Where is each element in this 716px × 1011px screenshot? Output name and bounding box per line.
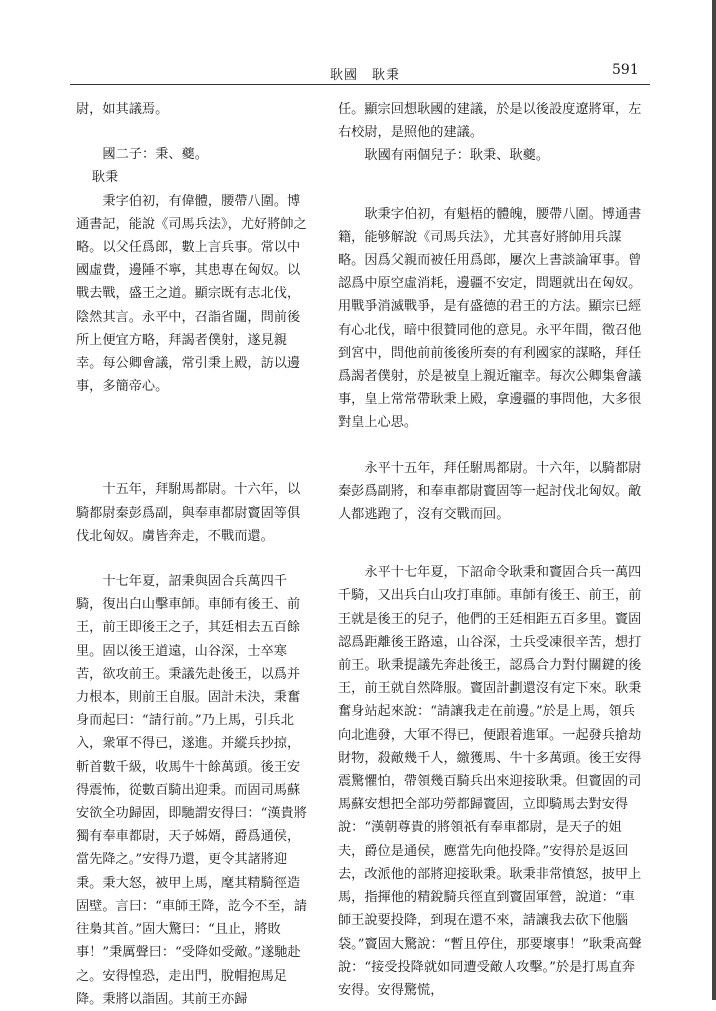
spacer [76,548,310,570]
header-rule [70,84,650,85]
spacer [338,526,644,561]
running-header-title: 耿國 耿秉 [330,68,401,83]
right-paragraph-5: 永平十七年夏，下詔命令耿秉和竇固合兵一萬四千騎，又出兵白山攻打車師。車師有後王、前王，前王就是後王的兒子，他們的王廷相距五百多里。竇固認爲距離後王路遠，山谷深，士兵受凍很辛苦，想打前王。耿秉提議先奔赴後王，認爲合力對付關鍵的後王，前王就自然降服。竇固計劃還沒有定下來。耿秉奮身站起來說：“請讓我走在前邊。”於是上馬，領兵向北進發，大軍不得已，便跟着進軍。一起發兵搶劫財物，殺敵幾千人，繳獲馬、牛十多萬頭。後王安得震驚懼怕，帶領幾百騎兵出來迎接耿秉。但竇固的司馬蘇安想把全部功勞都歸竇固，立即騎馬去對安得說：“漢朝尊貴的將領祇有奉車都尉，是天子的姐夫，爵位是通侯，應當先向他投降。”安得於是返回去，改派他的部將迎接耿秉。耿秉非常憤怒，披甲上馬，指揮他的精銳騎兵徑直到竇固軍營，說道：“車師王說要投降，到現在還不來，請讓我去砍下他腦袋。”竇固大驚說：“暫且停住，那要壞事！”耿秉高聲說：“接受投降就如同遭受敵人攻擊。”於是打馬直奔安得。安得驚慌， [338,565,642,998]
spacer [338,168,644,203]
translation-column [338,98,644,1002]
right-paragraph-4: 永平十五年，拜任駙馬都尉。十六年，以騎都尉秦彭爲副將，和奉車都尉竇固等一起討伐北匈奴。敵人都逃跑了，沒有交戰而回。 [338,460,642,523]
right-paragraph-3: 耿秉字伯初，有魁梧的體魄，腰帶八圍。博通書籍，能够解說《司馬兵法》，尤其喜好將帥用兵謀略。因爲父親而被任用爲郎，屢次上書談論軍事。曾認爲中原空虛消耗，邊疆不安定，問題就出在匈奴。用戰爭消滅戰爭，是有盛德的君王的方法。顯宗已經有心北伐，暗中很贊同他的意見。永平年間，徵召他到宮中，問他前前後後所奏的有利國家的謀略，拜任爲謁者僕射，於是被皇上親近寵幸。每次公卿集會議事，皇上常常帶耿秉上殿，拿邊疆的事問他，大多很對皇上心思。 [338,206,642,431]
left-paragraph-5: 十五年，拜駙馬都尉。十六年，以騎都尉秦彭爲副，與奉車都尉竇固等俱伐北匈奴。虜皆奔走，不戰而還。 [76,482,301,544]
page-number: 591 [612,62,639,78]
spacer [76,121,310,143]
scan-edge-shadow [712,0,716,1000]
left-paragraph-2: 國二子：秉、夔。 [102,147,208,163]
right-paragraph-2: 耿國有兩個兒子：耿秉、耿夔。 [364,148,550,164]
spacer [338,435,644,457]
left-paragraph-1: 尉，如其議焉。 [76,102,169,117]
left-paragraph-6: 十七年夏，詔秉與固合兵萬四千騎，復出白山擊車師。車師有後王、前王，前王即後王之子，其廷相去五百餘里。固以後王道遠，山谷深，士卒寒苦，欲攻前王。秉議先赴後王，以爲并力根本，則前王自服。固計未決，秉奮身而起曰：“請行前。”乃上馬，引兵北入，衆軍不得已，遂進。并縱兵抄掠，斬首數千級，收馬牛十餘萬頭。後王安得震怖，從數百騎出迎秉。而固司馬蘇安欲全功歸固，即馳謂安得曰：“漢貴將獨有奉車都尉，天子姊婿，爵爲通侯，當先降之。”安得乃還，更令其諸將迎秉。秉大怒，被甲上馬，麾其精騎徑造固壁。言曰：“車師王降，訖今不至，請往梟其首。”固大驚曰：“且止，將敗事！”秉厲聲曰：“受降如受敵。”遂馳赴之。安得惶恐，走出門，脫帽抱馬足降。秉將以詣固。其前王亦歸 [76,574,307,1007]
left-section-heading: 耿秉 [91,170,119,186]
spacer [76,398,310,478]
right-paragraph-1: 任。顯宗回想耿國的建議，於是以後設度遼將軍，左右校尉，是照他的建議。 [338,102,642,141]
original-text-column [76,98,310,1011]
left-paragraph-4: 秉字伯初，有偉體，腰帶八圍。博通書記，能說《司馬兵法》，尤好將帥之略。以父任爲郎，數上言兵事。常以中國虛費，邊陲不寧，其患專在匈奴。以戰去戰，盛王之道。顯宗既有志北伐，陰然其言。永平中，召詣省闥，問前後所上便宜方略，拜謁者僕射，遂見親幸。每公卿會議，常引秉上殿，訪以邊事，多簡帝心。 [76,193,307,395]
